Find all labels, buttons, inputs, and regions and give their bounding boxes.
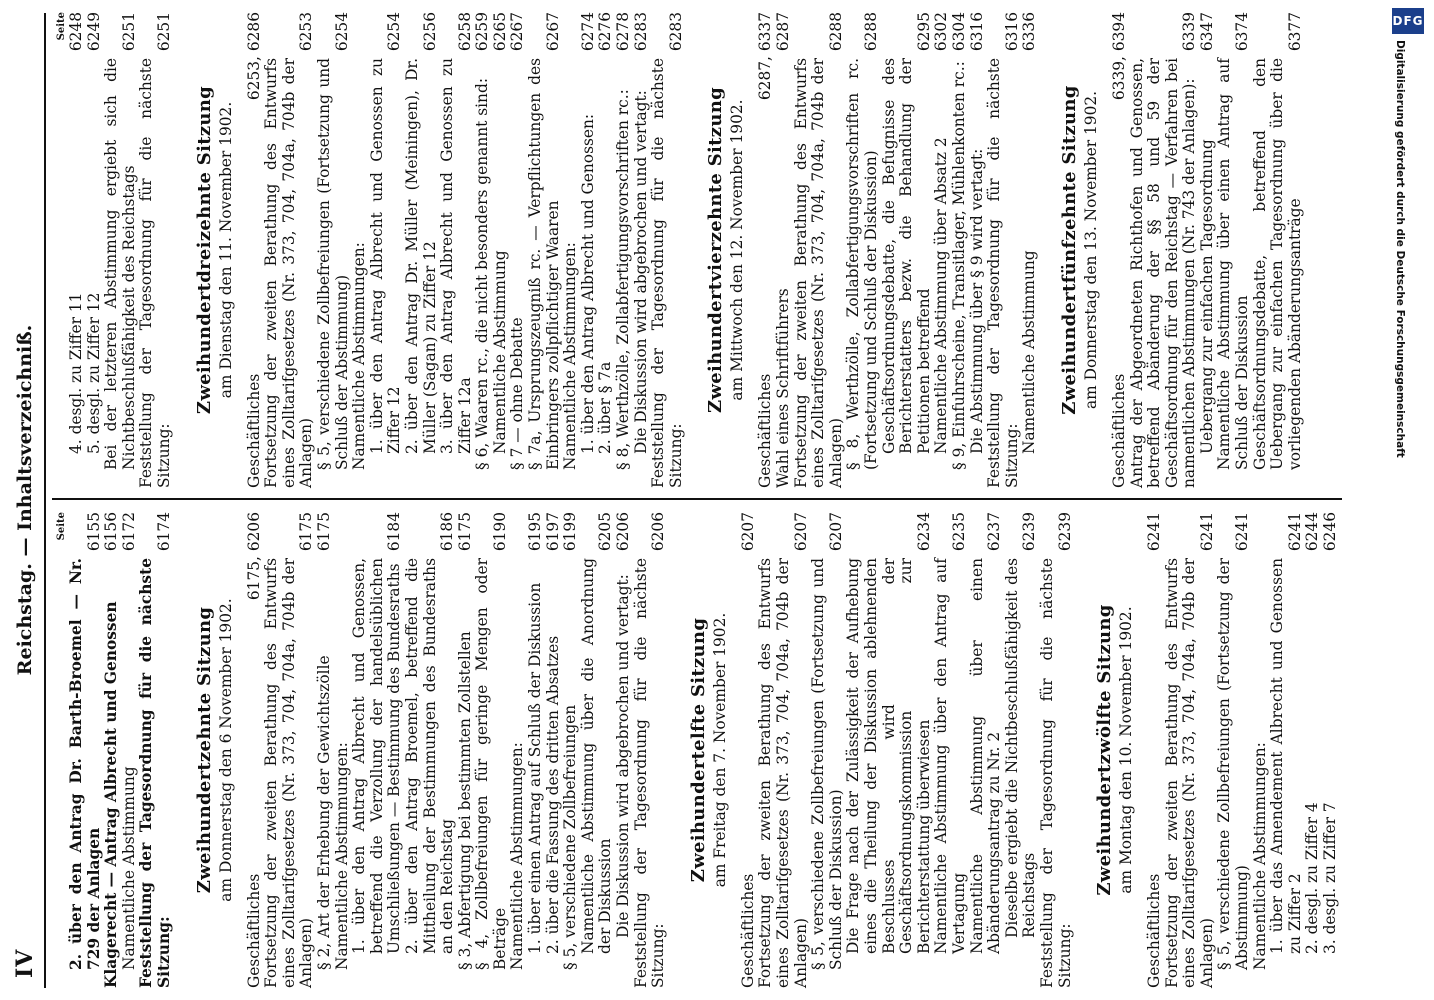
toc-entry-page: 6241 [1145, 512, 1164, 552]
toc-entry-page: 6374 [1233, 12, 1252, 52]
toc-entry-page: 6175 [314, 512, 333, 552]
toc-entry-page: 6156 [102, 512, 121, 552]
toc-entry-page: 6253, 6286 [244, 12, 263, 101]
toc-entry [351, 12, 369, 488]
credit-text: Digitalisierung gefördert durch die Deutsche Forschungsgemeinschaft [1394, 40, 1406, 458]
toc-entry-text: Dieselbe ergiebt die Nichtbeschlußfähigkeit des Reichstags [1002, 558, 1039, 938]
toc-entry-page: 6175, 6206 [244, 512, 263, 601]
toc-entry-page: 6155 [84, 512, 103, 552]
toc-entry-text: 2. über den Antrag Dr. Müller (Meiningen), Dr. Müller (Sagan) zu Ziffer 12 [402, 58, 439, 454]
toc-entry-text: Geschäftliches [1145, 873, 1164, 988]
toc-entry [775, 12, 793, 488]
toc-entry-text: § 7 — ohne Debatte [508, 317, 527, 470]
session-date: am Donnerstag den 13. November 1902. [1081, 90, 1100, 410]
toc-entry-page: 6339, 6394 [1109, 12, 1128, 101]
toc-entry-text: 2. über § 7a [596, 361, 615, 454]
toc-entry-page: 6251 [154, 12, 173, 52]
toc-entry-text: Antrag der Abgeordneten Richthofen und Genossen, betreffend Abänderung der §§ 58 und 59 der Geschäftsordnung für den Reichstag — Verfahren bei namentlichen Abstimmungen (Nr. 743 der Anlagen): [1127, 58, 1199, 488]
toc-entry-page: 6239 [1055, 512, 1074, 552]
toc-entry-text: § 8, Werthzölle, Zollabfertigungsvorschriften rc. (Fortsetzung und Schluß der Diskussion) [844, 58, 880, 470]
toc-entry-page: 6206 [649, 512, 668, 552]
toc-entry [103, 12, 138, 488]
toc-entry-page: 6302 [932, 12, 951, 52]
toc-entry-text: Uebergang zur einfachen Tagesordnung [1197, 139, 1216, 454]
toc-entry [1304, 512, 1322, 988]
toc-entry [633, 512, 668, 988]
toc-entry-text: § 8, Werthzölle, Zollabfertigungsvorschriften rc.: [614, 89, 633, 470]
toc-entry-page: 6287, 6337 [756, 12, 775, 101]
toc-entry-text: Fortsetzung der zweiten Berathung des Entwurfs eines Zolltarifgesetzes (Nr. 373, 704, 704a, 704b der Anlagen) [262, 58, 316, 488]
toc-entry-page: 6283 [631, 12, 650, 52]
toc-entry-text: Namentliche Abstimmungen: [561, 242, 580, 470]
toc-entry [650, 12, 685, 488]
toc-entry [527, 512, 545, 988]
dfg-logo: DFG [1392, 8, 1424, 34]
toc-entry-page: 6205 [596, 512, 615, 552]
toc-entry-page: 6377 [1285, 12, 1304, 52]
column-divider [52, 498, 1342, 500]
toc-entry [369, 12, 404, 488]
toc-entry-text: Fortsetzung der zweiten Berathung des Entwurfs eines Zolltarifgesetzes (Nr. 373, 704, 704a, 704b der Anlagen) [262, 558, 316, 988]
toc-entry-text: Die Frage nach der Zulässigkeit der Aufhebung eines die Theilung der Diskussion ablehnenden Beschlusses wird der Geschäftsordnungskommission zur Berichterstattung überwiesen [844, 558, 933, 954]
session-title: Zweihundertfünfzehnte Sitzung [1058, 85, 1080, 415]
toc-entry-text: Namentliche Abstimmungen: [508, 742, 527, 970]
toc-entry-text: Feststellung der Tagesordnung für die nächste Sitzung: [985, 58, 1021, 488]
toc-entry [845, 12, 880, 488]
toc-entry [757, 12, 775, 488]
toc-entry [1269, 512, 1304, 988]
toc-entry-text: Namentliche Abstimmung über einen Abänderungsantrag zu Nr. 2 [967, 558, 1004, 954]
toc-entry-text: 3. über den Antrag Albrecht und Genossen zu Ziffer 12a [438, 58, 474, 454]
toc-entry-page: 6267 [508, 12, 527, 52]
toc-entry [615, 512, 633, 988]
toc-entry-page: 6237 [985, 512, 1004, 552]
toc-entry-text: Geschäftliches [756, 373, 775, 488]
toc-entry [68, 512, 103, 988]
toc-entry-page: 6244 [1303, 512, 1322, 552]
toc-entry [810, 512, 845, 988]
toc-entry-page: 6276 [596, 12, 615, 52]
session-date: am Freitag den 7. November 1902. [710, 612, 729, 888]
toc-entry-text: Feststellung der Tagesordnung für die nächste Sitzung: [137, 558, 173, 988]
toc-entry [933, 12, 951, 488]
toc-entry-page: 6197 [543, 512, 562, 552]
session-title: Zweihundertelfte Sitzung [687, 617, 709, 883]
toc-entry-text: § 9, Einfuhrscheine, Transitlager, Mühlenkonten rc.: [949, 61, 968, 470]
toc-entry-text: Klagerecht — Antrag Albrecht und Genossen [102, 601, 121, 988]
toc-entry [793, 12, 846, 488]
toc-entry-page: 6287 [774, 12, 792, 52]
toc-entry-page: 6295 [914, 12, 933, 52]
toc-entry [263, 12, 316, 488]
session-title: Zweihundertdreizehnte Sitzung [193, 85, 215, 415]
toc-entry [986, 12, 1021, 488]
page-title: Reichstag. — Inhaltsverzeichniß. [14, 324, 36, 676]
toc-entry-page: 6254 [385, 12, 404, 52]
session-block [1094, 512, 1340, 988]
toc-entry-text: Feststellung der Tagesordnung für die nächste Sitzung: [631, 558, 668, 988]
toc-entry-text: 2. desgl. zu Ziffer 4 [1303, 802, 1322, 954]
toc-entry-page: 6339 [1180, 12, 1199, 52]
page-number: IV [12, 948, 38, 978]
toc-entry [351, 512, 404, 988]
toc-entry-text: Fortsetzung der zweiten Berathung des Entwurfs eines Zolltarifgesetzes (Nr. 373, 704, 704a, 704b der Anlagen) [1162, 558, 1216, 988]
toc-entry-page: 6278 [614, 12, 633, 52]
toc-entry [316, 12, 351, 488]
session-date: am Montag den 10. November 1902. [1117, 606, 1136, 894]
toc-entry-page: 6184 [385, 512, 404, 552]
toc-entry-text: 1. über den Antrag Albrecht und Genossen zu Ziffer 12 [367, 58, 404, 454]
toc-entry [969, 512, 1004, 988]
toc-entry-text: Wahl eines Schriftführers [774, 288, 792, 488]
toc-entry-page: 6249 [84, 12, 103, 52]
toc-entry-text: Die Diskussion wird abgebrochen und vertagt: [631, 90, 650, 454]
toc-entry-page: 6283 [666, 12, 685, 52]
session-block [194, 12, 686, 488]
toc-entry [1252, 512, 1270, 988]
toc-entry-text: Feststellung der Tagesordnung für die nächste Sitzung: [1037, 558, 1074, 988]
toc-entry-page: 6172 [119, 512, 138, 552]
toc-entry-page: 6246 [1321, 512, 1340, 552]
toc-entry-text: § 5, verschiedene Zollbefreiungen (Fortsetzung der Abstimmung) [1215, 558, 1252, 970]
toc-entry-page: 6186 [438, 512, 457, 552]
toc-entry [474, 512, 509, 988]
toc-entry [492, 12, 510, 488]
toc-entry-text: § 5, verschiedene Zollbefreiungen (Fortsetzung und Schluß der Abstimmung) [314, 58, 351, 470]
digitization-credit [1380, 0, 1434, 1000]
toc-entry [969, 12, 987, 488]
right-column [56, 12, 1304, 488]
toc-entry [404, 512, 457, 988]
session-block [688, 512, 1074, 988]
left-column [56, 512, 1340, 988]
toc-entry-page: 6175 [455, 512, 474, 552]
session-title: Zweihundertvierzehnte Sitzung [705, 87, 727, 413]
toc-entry-page: 6316 [967, 12, 986, 52]
toc-entry-page: 6267 [543, 12, 562, 52]
session-block [705, 12, 1039, 488]
toc-entry [138, 12, 173, 488]
toc-entry [404, 12, 439, 488]
toc-entry [86, 12, 104, 488]
toc-entry [1004, 512, 1039, 988]
toc-entry [1129, 12, 1199, 488]
toc-entry-text: Namentliche Abstimmung über den Antrag auf Vertagung [932, 558, 968, 954]
toc-entry-text: Fortsetzung der zweiten Berathung des Entwurfs eines Zolltarifgesetzes (Nr. 373, 704, 704a, 704b der Anlagen) [791, 58, 845, 488]
session-block [194, 512, 668, 988]
toc-entry [246, 512, 264, 988]
toc-entry-text: § 6, Waaren rc., die nicht besonders genannt sind: [473, 77, 492, 470]
toc-entry [951, 12, 969, 488]
toc-entry [121, 512, 139, 988]
toc-entry-page: 6206 [614, 512, 633, 552]
header-rule [44, 13, 46, 988]
toc-entry [580, 512, 615, 988]
toc-entry-page: 6347 [1197, 12, 1216, 52]
toc-entry-page: 6207 [826, 512, 845, 552]
toc-entry [1199, 12, 1217, 488]
toc-entry-text: § 5, verschiedene Zollbefreiungen (Fortsetzung und Schluß der Diskussion) [809, 558, 845, 970]
session-block [1059, 12, 1305, 488]
toc-entry-text: 3. desgl. zu Ziffer 7 [1321, 802, 1340, 954]
toc-entry-text: Fortsetzung der zweiten Berathung des Entwurfs eines Zolltarifgesetzes (Nr. 373, 704, 704a, 704b der Anlagen) [756, 558, 810, 988]
toc-entry-text: § 3, Abfertigung bei bestimmten Zollstellen [455, 631, 474, 970]
toc-entry [509, 12, 527, 488]
toc-entry [334, 512, 352, 988]
toc-entry [474, 12, 492, 488]
toc-entry [545, 512, 563, 988]
toc-entry [633, 12, 651, 488]
toc-entry-text: Namentliche Abstimmung [119, 766, 138, 970]
toc-entry [615, 12, 633, 488]
toc-entry-page: 6234 [914, 512, 933, 552]
toc-entry-page: 6253 [297, 12, 316, 52]
toc-entry [1322, 512, 1340, 988]
toc-entry-page: 6199 [561, 512, 580, 552]
toc-entry [457, 512, 475, 988]
toc-entry-text: Feststellung der Tagesordnung für die nächste Sitzung: [649, 58, 685, 488]
toc-entry [246, 12, 264, 488]
toc-entry-text: Geschäftliches [244, 373, 263, 488]
toc-entry-page: 6251 [119, 12, 138, 52]
toc-entry [509, 512, 527, 988]
toc-entry [597, 12, 615, 488]
toc-entry-text: 1. über den Antrag Albrecht und Genossen, betreffend die Verzollung der handelsüblichen Umschließungen — Bestimmung des Bundesraths [350, 558, 404, 954]
session-date: am Dienstag den 11. November 1902. [216, 101, 235, 399]
toc-entry-text: § 7a, Ursprungszeugniß rc. — Verpflichtungen des Einbringers zollpflichtiger Waaren [526, 58, 562, 470]
toc-entry-text: Geschäftliches [1109, 373, 1128, 488]
toc-entry-page: 6274 [578, 12, 597, 52]
toc-entry [1252, 12, 1305, 488]
toc-entry-text: 2. über die Fassung des dritten Absatzes [543, 635, 562, 954]
toc-entry-page: 6248 [67, 12, 85, 52]
toc-entry-page: 6190 [490, 512, 509, 552]
toc-entry-text: § 5, verschiedene Zollbefreiungen [561, 704, 580, 970]
toc-entry-page: 6288 [826, 12, 845, 52]
toc-entry [740, 512, 758, 988]
session-date: am Donnerstag den 6 November 1902. [216, 598, 235, 902]
toc-entry [757, 512, 810, 988]
toc-entry-text: 1. über einen Antrag auf Schluß der Diskussion [526, 582, 545, 954]
toc-entry-text: 2. über den Antrag Broemel, betreffend die Mittheilung der Bestimmungen des Bundesraths an den Reichstag [402, 558, 457, 954]
toc-entry-text: § 4, Zollbefreiungen für geringe Mengen oder Beträge [473, 558, 509, 970]
session-title: Zweihundertzwölfte Sitzung [1094, 604, 1116, 896]
toc-entry-text: Namentliche Abstimmungen: [350, 242, 369, 470]
running-head [8, 0, 42, 1000]
toc-entry-text: Bei der letzteren Abstimmung ergiebt sich die Nichtbeschlußfähigkeit des Reichstags [102, 58, 138, 470]
toc-entry-page: 6175 [297, 512, 316, 552]
toc-entry-page: 6265 [490, 12, 509, 52]
session-title: Zweihundertzehnte Sitzung [193, 606, 215, 894]
toc-entry-page: 6316 [1002, 12, 1021, 52]
toc-entry-page: 6174 [154, 512, 173, 552]
toc-entry-page: 6239 [1020, 512, 1039, 552]
toc-entry-page: 6207 [791, 512, 810, 552]
toc-entry-page: 6241 [1197, 512, 1216, 552]
toc-entry-page: 6195 [526, 512, 545, 552]
toc-entry-page: 6288 [861, 12, 880, 52]
toc-entry [562, 12, 580, 488]
toc-entry [263, 512, 316, 988]
toc-entry-text: Feststellung der Tagesordnung für die nächste Sitzung: [137, 58, 173, 488]
toc-entry-text: Namentliche Abstimmung über einen Antrag auf Schluß der Diskussion [1215, 58, 1252, 470]
seite-label: Seite [56, 512, 67, 541]
toc-entry-text: Namentliche Abstimmung über die Anordnung der Diskussion [578, 558, 615, 954]
toc-entry-text: § 2, Art der Erhebung der Gewichtszölle [314, 655, 333, 970]
toc-entry-text: Die Diskussion wird abgebrochen und vertagt: [614, 574, 633, 938]
toc-entry-text: Namentliche Abstimmungen: [332, 742, 351, 970]
toc-entry [933, 512, 968, 988]
toc-entry-page: 6336 [1020, 12, 1039, 52]
session-date: am Mittwoch den 12. November 1902. [728, 99, 747, 401]
toc-entry [1164, 512, 1217, 988]
toc-entry [68, 12, 86, 488]
toc-entry-text: Geschäftsordnungsdebatte, betreffend den Uebergang zur einfachen Tagesordnung über die vorliegenden Abänderungsanträge [1250, 58, 1304, 470]
toc-entry-text: Namentliche Abstimmung [1020, 250, 1039, 454]
seite-label: Seite [56, 12, 67, 41]
right-column-body [68, 12, 1304, 488]
toc-entry-page: 6241 [1285, 512, 1304, 552]
toc-entry-page: 6207 [738, 512, 757, 552]
toc-entry [527, 12, 562, 488]
toc-entry-text: Namentliche Abstimmungen: [1250, 742, 1269, 970]
toc-entry-text: 4. desgl. zu Ziffer 11 [67, 292, 85, 454]
toc-entry [1216, 512, 1251, 988]
toc-entry [1039, 512, 1074, 988]
toc-entry [1021, 12, 1039, 488]
toc-entry-text: 5. desgl. zu Ziffer 12 [84, 292, 103, 454]
toc-entry-page: 6235 [949, 512, 968, 552]
toc-entry [1146, 512, 1164, 988]
toc-entry-text: Geschäftsordnungsdebatte, die Befugnisse des Berichterstatters bezw. die Behandlung der Petitionen betreffend [879, 58, 933, 454]
toc-entry-text: Geschäftliches [738, 873, 757, 988]
toc-entry-text: Namentliche Abstimmung [490, 250, 509, 454]
toc-entry [103, 512, 121, 988]
toc-entry-page: 6254 [332, 12, 351, 52]
toc-entry-text: Geschäftliches [244, 873, 263, 988]
toc-entry-page: 6258 [455, 12, 474, 52]
toc-entry-text: 1. über den Antrag Albrecht und Genossen: [578, 113, 597, 454]
toc-entry-page: 6304 [949, 12, 968, 52]
left-column-body [68, 512, 1340, 988]
toc-entry-page: 6259 [473, 12, 492, 52]
toc-entry [138, 512, 173, 988]
toc-entry-page: 6241 [1233, 512, 1252, 552]
toc-entry-text: Namentliche Abstimmung über Absatz 2 [932, 137, 951, 454]
toc-entry-text: 2. über den Antrag Dr. Barth-Broemel — Nr. 729 der Anlagen [67, 558, 103, 970]
toc-entry-text: 1. über das Amendement Albrecht und Genossen zu Ziffer 2 [1268, 558, 1304, 954]
toc-entry [845, 512, 933, 988]
toc-entry [881, 12, 934, 488]
toc-entry-page: 6256 [420, 12, 439, 52]
toc-entry [562, 512, 580, 988]
toc-entry [439, 12, 474, 488]
toc-entry [1111, 12, 1129, 488]
toc-entry [1216, 12, 1251, 488]
toc-entry [580, 12, 598, 488]
toc-entry-text: Die Abstimmung über § 9 wird vertagt: [967, 148, 986, 454]
toc-entry [316, 512, 334, 988]
